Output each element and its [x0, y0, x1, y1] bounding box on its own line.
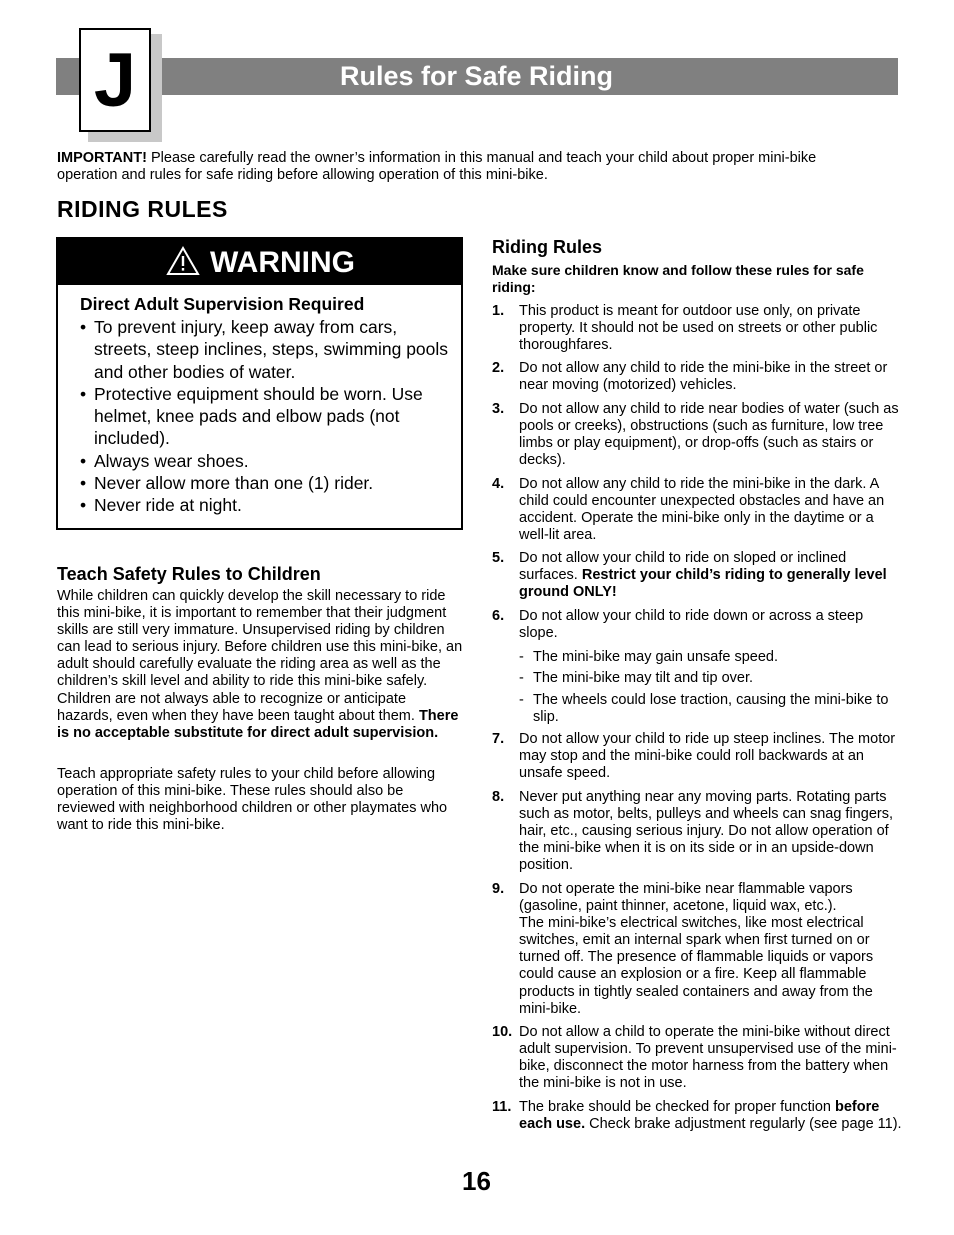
- rule-text: [519, 881, 902, 1018]
- list-item: [80, 494, 455, 516]
- sub-item-text: The wheels could lose traction, causing the mini-bike to slip.: [533, 692, 889, 726]
- bullet: •: [80, 450, 87, 471]
- rule-text: Do not allow a child to operate the mini-bike without direct adult supervision. To prevent unsupervised use of the mini-bike, disconnect the motor harness from the battery when the mini-bike is not in use.: [519, 1024, 897, 1092]
- rule-text-bold: before each use.: [519, 1099, 880, 1133]
- teach-paragraph-1-text: While children can quickly develop the skill necessary to ride this mini-bike, it is important to remember that their judgment skills are still very immature. Unsupervised riding by children can lead to serious injury. Before children use this mini-bike, an adult should carefully evaluate the riding area as well as the children’s skill level and ability to ride this mini-bike safely. Children are not always able to recognize or anticipate hazards, even when they have been taught about them.: [57, 588, 463, 724]
- rule-number: 5.: [492, 550, 505, 566]
- rule-text: Do not allow any child to ride near bodies of water (such as pools or creeks), obstructions (such as furniture, low tree limbs or play equipment), or drop-offs (such as stairs or decks).: [519, 401, 899, 469]
- rule-item: [492, 401, 902, 469]
- rule-text-line-1: Do not operate the mini-bike near flammable vapors (gasoline, paint thinner, acetone, liquid wax, etc.).: [519, 881, 853, 915]
- warning-list: [80, 316, 455, 517]
- rule-item: [492, 360, 902, 394]
- dash: -: [519, 670, 524, 686]
- important-text: Please carefully read the owner’s information in this manual and teach your child about proper mini-bike operation and rules for safe riding before allowing operation of this mini-bike.: [57, 150, 817, 183]
- bullet: •: [80, 383, 87, 404]
- rule-item: [492, 608, 902, 642]
- teach-paragraph-2: Teach appropriate safety rules to your child before allowing operation of this mini-bike. These rules should also be reviewed with neighborhood children or other playmates who want to ride this mini-bike.: [57, 766, 448, 834]
- riding-rules-intro: Make sure children know and follow these rules for safe riding:: [492, 262, 864, 295]
- list-item-text: Never ride at night.: [94, 495, 242, 516]
- rule-item: [492, 1024, 902, 1092]
- sub-item: [519, 670, 904, 687]
- list-item: [80, 316, 455, 383]
- list-item: [80, 450, 455, 472]
- list-item-text: Protective equipment should be worn. Use helmet, knee pads and elbow pads (not included).: [94, 383, 423, 449]
- rule-text: Do not allow any child to ride the mini-bike in the dark. A child could encounter unexpected obstacles and have an accident. Operate the mini-bike only in the daytime or a well-lit area.: [519, 476, 885, 544]
- rule-item: [492, 881, 902, 1018]
- rule-text-plain: The brake should be checked for proper function: [519, 1099, 835, 1115]
- section-letter: J: [79, 28, 151, 132]
- list-item: [80, 383, 455, 450]
- riding-rules-heading: Riding Rules: [492, 237, 603, 257]
- rule-text: [519, 550, 902, 601]
- rule-number: 1.: [492, 303, 505, 319]
- dash: -: [519, 692, 524, 708]
- rule-item: [492, 731, 902, 782]
- rule-number: 3.: [492, 401, 505, 417]
- bullet: •: [80, 317, 87, 337]
- rule-text-plain: Do not allow your child to ride on sloped or inclined surfaces.: [519, 550, 847, 584]
- important-notice: [57, 150, 857, 184]
- warning-header: [58, 239, 461, 285]
- rule-item: [492, 303, 902, 354]
- important-label: IMPORTANT!: [57, 150, 147, 166]
- rule-item: [492, 550, 902, 601]
- rule-number: 4.: [492, 476, 505, 492]
- rule-number: 10.: [492, 1024, 513, 1040]
- rule-text: This product is meant for outdoor use only, on private property. It should not be used on streets or other public thoroughfares.: [519, 303, 878, 354]
- warning-triangle-icon: [166, 246, 200, 276]
- rule-number: 6.: [492, 608, 505, 624]
- rule-text: Do not allow your child to ride up steep inclines. The motor may stop and the mini-bike could roll backwards at an unsafe speed.: [519, 731, 896, 782]
- sub-item: [519, 692, 904, 726]
- rule-text: Do not allow your child to ride down or across a steep slope.: [519, 608, 864, 642]
- rule-item: [492, 1099, 902, 1133]
- list-item-text: To prevent injury, keep away from cars, streets, steep inclines, steps, swimming pools and other bodies of water.: [94, 317, 449, 382]
- warning-title: WARNING: [210, 246, 355, 279]
- page-number: 16: [462, 1166, 491, 1196]
- rule-number: 11.: [492, 1099, 512, 1115]
- rule-text: Do not allow any child to ride the mini-bike in the street or near moving (motorized) vehicles.: [519, 360, 888, 394]
- rule-number: 8.: [492, 789, 505, 805]
- sub-item-text: The mini-bike may tilt and tip over.: [533, 670, 754, 686]
- warning-box: [56, 237, 463, 530]
- dash: -: [519, 649, 524, 665]
- rule-text-line-2: The mini-bike’s electrical switches, like most electrical switches, emit an internal spark when first turned on or turned off. The presence of flammable liquids or vapors could cause an explosion or a fire. Keep all flammable products in tightly sealed containers and away from the mini-bike.: [519, 915, 874, 1017]
- rule-number: 2.: [492, 360, 505, 376]
- bullet: •: [80, 473, 87, 494]
- teach-paragraph-1-bold: There is no acceptable substitute for direct adult supervision.: [57, 707, 459, 741]
- sub-item: [519, 649, 904, 666]
- bullet: •: [80, 495, 87, 516]
- list-item-text: Always wear shoes.: [94, 450, 249, 471]
- page-title: Rules for Safe Riding: [340, 61, 614, 91]
- rule-number: 9.: [492, 881, 505, 897]
- list-item-text: Never allow more than one (1) rider.: [94, 473, 374, 494]
- rule-text-bold: Restrict your child’s riding to generally level ground ONLY!: [519, 567, 887, 601]
- rule-item: [492, 476, 902, 544]
- teach-paragraph-1: [57, 588, 465, 742]
- rule-text: Never put anything near any moving parts. Rotating parts such as motor, belts, pulleys and wheels can snag fingers, hair, etc., causing serious injury. Do not allow operation of the mini-bike when it is on its side or in an upside-down position.: [519, 789, 893, 874]
- rule-text: [519, 1099, 902, 1133]
- rule-number: 7.: [492, 731, 505, 747]
- warning-subtitle: Direct Adult Supervision Required: [80, 294, 365, 314]
- rule-text-after: Check brake adjustment regularly (see page 11).: [585, 1116, 902, 1133]
- sub-item-text: The mini-bike may gain unsafe speed.: [533, 649, 779, 665]
- teach-heading: Teach Safety Rules to Children: [57, 564, 321, 584]
- list-item: [80, 472, 455, 494]
- rule-item: [492, 789, 902, 874]
- section-heading: RIDING RULES: [57, 196, 228, 222]
